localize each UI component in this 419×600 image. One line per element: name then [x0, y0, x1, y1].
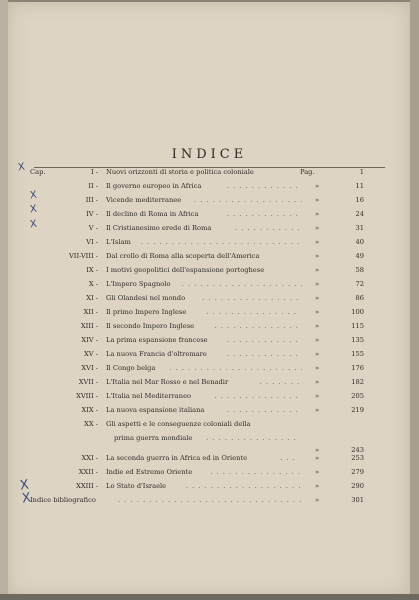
handwritten-x-mark: X — [29, 218, 38, 231]
chapter-title: La seconda guerra in Africa ed in Oriente — [106, 454, 248, 462]
leader-dots: . . . . . . . . . . . . . . . — [206, 308, 297, 316]
chapter-title: La prima espansione francese — [106, 336, 208, 344]
ditto-mark: » — [314, 454, 320, 462]
toc-entry — [0, 166, 419, 178]
toc-entry — [0, 292, 419, 304]
ditto-mark: » — [314, 252, 320, 260]
toc-entry-continuation — [0, 432, 419, 444]
chapter-number: XX - — [84, 420, 98, 428]
ditto-mark: » — [314, 280, 320, 288]
chapter-number: XIX - — [81, 406, 98, 414]
ditto-mark: » — [314, 364, 320, 372]
leader-dots: . . . . . . . . . . . . . . . . . . — [194, 196, 304, 204]
toc-entry — [0, 278, 419, 290]
toc-entry — [0, 208, 419, 220]
page-number: 301 — [351, 496, 364, 504]
chapter-number: V - — [88, 224, 98, 232]
toc-entry — [0, 264, 419, 276]
handwritten-x-mark: X — [29, 189, 38, 202]
page-number: 72 — [355, 280, 364, 288]
chapter-number: XVIII - — [76, 392, 98, 400]
page-number: 49 — [355, 252, 364, 260]
chapter-title: I motivi geopolitici dell'espansione portoghese — [106, 266, 265, 274]
chapter-title: Nuovi orizzonti di storia e politica coloniale — [106, 168, 254, 176]
toc-entry — [0, 362, 419, 374]
leader-dots: . . . . . . . . . . . . — [226, 336, 299, 344]
page-number: 279 — [351, 468, 364, 476]
chapter-number: IX - — [86, 266, 98, 274]
bibliography-title: Indice bibliografico — [30, 496, 96, 504]
toc-entry — [0, 418, 419, 430]
chapter-title: Il governo europeo in Africa — [106, 182, 202, 190]
toc-entry — [0, 250, 419, 262]
ditto-mark: » — [314, 446, 320, 454]
toc-entry — [0, 334, 419, 346]
chapter-title: Il Congo belga — [106, 364, 156, 372]
handwritten-x-mark: X — [18, 477, 30, 494]
chapter-number: XVI - — [81, 364, 98, 372]
ditto-mark: » — [314, 322, 320, 330]
toc-entry — [0, 404, 419, 416]
leader-dots: . . . — [280, 454, 296, 462]
page-number: 219 — [351, 406, 364, 414]
chapter-title: Dal crollo di Roma alla scoperta dell'America — [106, 252, 260, 260]
ditto-mark: » — [314, 482, 320, 490]
ditto-mark: » — [314, 468, 320, 476]
toc-entry — [0, 180, 419, 192]
ditto-mark: » — [314, 392, 320, 400]
bibliography-entry — [0, 494, 419, 506]
chapter-title: L'Islam — [106, 238, 131, 246]
page-number: 115 — [351, 322, 364, 330]
leader-dots: . . . . . . . . . . . . . . . — [210, 468, 302, 476]
leader-dots: . . . . . . . . . . . . — [226, 350, 299, 358]
page-number: 86 — [355, 294, 364, 302]
toc-entry — [0, 480, 419, 492]
ditto-mark: » — [314, 336, 320, 344]
toc-entry — [0, 194, 419, 206]
chapter-number: VI - — [86, 238, 98, 246]
handwritten-x-mark: X — [29, 203, 38, 216]
chapter-number: X - — [88, 280, 98, 288]
chapter-number: XIV - — [81, 336, 98, 344]
chapter-number: XXII - — [78, 468, 98, 476]
chapter-title: Vicende mediterranee — [106, 196, 182, 204]
leader-dots: . . . . . . . . . . . . . . . — [206, 434, 297, 442]
toc-entry — [0, 236, 419, 248]
chapter-number: VII-VIII - — [68, 252, 98, 260]
ditto-mark: » — [314, 496, 320, 504]
ditto-mark: » — [314, 308, 320, 316]
chapter-title: L'Italia nel Mediterraneo — [106, 392, 192, 400]
leader-dots: . . . . . . . . . . . — [235, 224, 301, 232]
leader-dots: . . . . . . . . . . . . . . . . . . . — [185, 482, 302, 490]
ditto-mark: » — [314, 224, 320, 232]
chapter-title: Il declino di Roma in Africa — [106, 210, 199, 218]
chapter-title: Il primo Impero Inglese — [106, 308, 187, 316]
chapter-title: Gli aspetti e le conseguenze coloniali della — [106, 420, 251, 428]
page-number: 1 — [359, 168, 364, 176]
leader-dots: . . . . . . . . . . . . . . . . . . . . . . . . . . — [140, 238, 301, 246]
page-number: 176 — [351, 364, 364, 372]
chapter-title: prima guerra mondiale — [114, 434, 193, 442]
page-number: 40 — [355, 238, 364, 246]
ditto-mark: » — [314, 196, 320, 204]
chapter-number: XIII - — [80, 322, 98, 330]
leader-dots: . . . . . . . . . . . . — [226, 210, 299, 218]
chapter-number: XII - — [83, 308, 98, 316]
page-number: 182 — [351, 378, 364, 386]
page-title: INDICE — [171, 147, 248, 162]
ditto-mark: » — [314, 378, 320, 386]
ditto-mark: » — [314, 406, 320, 414]
leader-dots: . . . . . . . . . . . . . . — [214, 392, 299, 400]
chapter-number: XI - — [86, 294, 98, 302]
chapter-abbrev: Cap. — [30, 168, 46, 176]
leader-dots: . . . . . . . . . . . . — [226, 182, 299, 190]
page-number: 290 — [351, 482, 364, 490]
page-number: 253 — [351, 454, 364, 462]
chapter-title: La nuova espansione italiana — [106, 406, 205, 414]
leader-dots: . . . . . . . — [259, 378, 301, 386]
leader-dots: . . . . . . . . . . . . . . . . . . . . — [181, 280, 304, 288]
page-number: 24 — [355, 210, 364, 218]
chapter-title: Gli Olandesi nel mondo — [106, 294, 186, 302]
chapter-number: III - — [85, 196, 98, 204]
leader-dots: . . . . . . . . . . . . . . . . — [202, 294, 300, 302]
handwritten-x-mark: X — [17, 161, 26, 174]
chapter-title: Il Cristianesimo erede di Roma — [106, 224, 212, 232]
ditto-mark: » — [314, 266, 320, 274]
chapter-title: La nuova Francia d'oltremare — [106, 350, 207, 358]
page-number: 31 — [355, 224, 364, 232]
leader-dots: . . . . . . . . . . . . . . . . . . . . . . — [169, 364, 304, 372]
toc-entry — [0, 320, 419, 332]
leader-dots: . . . . . . . . . . . . . . . . . . . . . . . . . . . . . . — [118, 496, 303, 504]
toc-entry — [0, 376, 419, 388]
page-number: 11 — [355, 182, 364, 190]
toc-entry — [0, 348, 419, 360]
chapter-number: IV - — [86, 210, 98, 218]
ditto-mark: » — [314, 210, 320, 218]
toc-entry — [0, 222, 419, 234]
leader-dots: . . . . . . . . . . . . — [226, 406, 299, 414]
page-abbrev: Pag. — [300, 168, 315, 176]
chapter-number: II - — [88, 182, 98, 190]
page-number: 100 — [351, 308, 364, 316]
toc-entry — [0, 452, 419, 464]
ditto-mark: » — [314, 294, 320, 302]
toc-entry — [0, 466, 419, 478]
chapter-title: L'Italia nel Mar Rosso e nel Benadir — [106, 378, 229, 386]
chapter-title: Il secondo Impero Inglese — [106, 322, 195, 330]
chapter-number: XXIII - — [76, 482, 98, 490]
page-number: 58 — [355, 266, 364, 274]
handwritten-x-mark: X — [20, 490, 32, 507]
chapter-title: Indie ed Estremo Oriente — [106, 468, 193, 476]
leader-dots: . . . . . . . . . . . . . . — [214, 322, 299, 330]
chapter-number: XXI - — [81, 454, 98, 462]
ditto-mark: » — [314, 182, 320, 190]
page-number: 205 — [351, 392, 364, 400]
ditto-mark: » — [314, 350, 320, 358]
chapter-title: L'Impero Spagnolo — [106, 280, 171, 288]
page-number: 243 — [351, 446, 364, 454]
chapter-number: XVII - — [78, 378, 98, 386]
chapter-number: XV - — [84, 350, 98, 358]
page-number: 16 — [355, 196, 364, 204]
chapter-title: Lo Stato d'Israele — [106, 482, 167, 490]
page-number: 155 — [351, 350, 364, 358]
toc-entry — [0, 306, 419, 318]
ditto-mark: » — [314, 238, 320, 246]
chapter-number: I - — [90, 168, 98, 176]
page-number: 135 — [351, 336, 364, 344]
toc-entry — [0, 390, 419, 402]
